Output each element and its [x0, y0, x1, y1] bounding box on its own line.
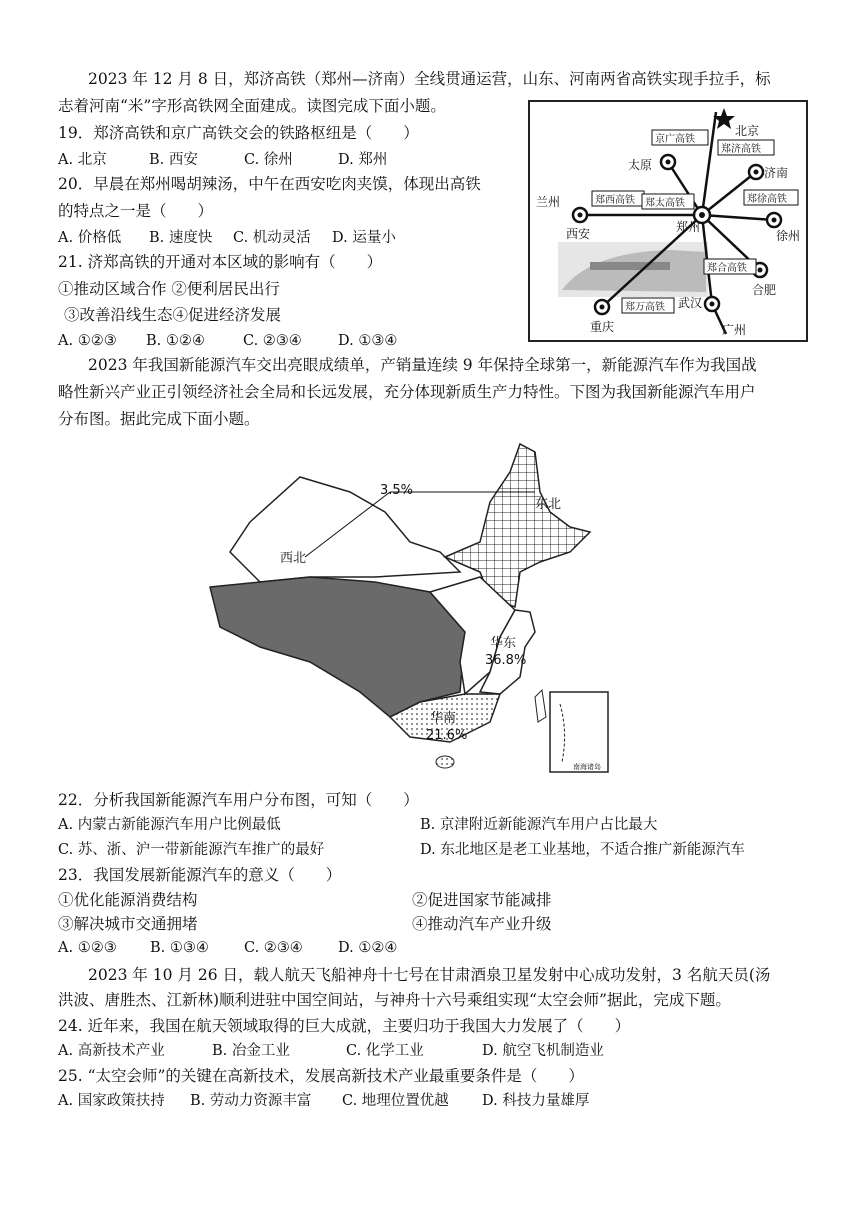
q19-option-a[interactable]: A. 北京	[58, 152, 107, 168]
q19-option-b[interactable]: B. 西安	[149, 152, 198, 168]
city-wuhan: 武汉	[678, 296, 703, 310]
q21-option-d[interactable]: D. ①③④	[338, 333, 398, 349]
q23-item-4: ④推动汽车产业升级	[412, 915, 552, 933]
rail-network-map	[528, 100, 808, 342]
south-label: 华南	[430, 711, 457, 726]
label-zhengxi: 郑西高铁	[595, 195, 635, 206]
q21-option-c[interactable]: C. ②③④	[243, 333, 302, 349]
q25-option-b[interactable]: B. 劳动力资源丰富	[190, 1093, 312, 1109]
city-zhengzhou: 郑州	[676, 220, 701, 234]
line-to-xuzhou	[702, 215, 774, 220]
q23-option-a[interactable]: A. ①②③	[58, 940, 117, 956]
city-xian: 西安	[566, 227, 591, 241]
q20-option-c[interactable]: C. 机动灵活	[233, 230, 311, 246]
line-to-beijing	[702, 112, 716, 215]
intro-2-line-2: 略性新兴产业正引领经济社会全局和长远发展，充分体现新质生产力特性。下图为我国新能源汽车用户	[58, 383, 756, 401]
intro-1-line-2: 志着河南“米”字形高铁网全面建成。读图完成下面小题。	[58, 97, 446, 115]
q23-stem: 23．我国发展新能源汽车的意义（ ）	[58, 866, 342, 884]
region-southwest	[210, 577, 465, 717]
q24-option-a[interactable]: A. 高新技术产业	[58, 1043, 165, 1059]
q22-option-b[interactable]: B. 京津附近新能源汽车用户占比最大	[420, 817, 658, 833]
q23-item-3: ③解决城市交通拥堵	[58, 915, 198, 933]
q23-option-c[interactable]: C. ②③④	[244, 940, 303, 956]
q20-option-b[interactable]: B. 速度快	[149, 230, 213, 246]
label-zhenghe: 郑合高铁	[707, 263, 747, 274]
northwest-label: 西北	[280, 551, 307, 566]
intro-4-line-1: 2023 年 10 月 26 日，载人航天飞船神舟十七号在甘肃酒泉卫星发射中心成功发射，3 名航天员(汤	[88, 966, 771, 984]
q22-option-c[interactable]: C. 苏、浙、沪一带新能源汽车推广的最好	[58, 842, 325, 858]
q19-stem: 19．郑济高铁和京广高铁交会的铁路枢纽是（ ）	[58, 124, 419, 142]
q19-option-c[interactable]: C. 徐州	[244, 152, 293, 168]
q23-item-1: ①优化能源消费结构	[58, 891, 198, 909]
q24-option-b[interactable]: B. 冶金工业	[212, 1043, 290, 1059]
city-xuzhou: 徐州	[776, 229, 801, 243]
q24-option-c[interactable]: C. 化学工业	[346, 1043, 424, 1059]
city-taiyuan: 太原	[628, 158, 653, 172]
q21-items-line-1: ①推动区域合作 ②便利居民出行	[58, 280, 280, 298]
q24-option-d[interactable]: D. 航空飞机制造业	[482, 1043, 604, 1059]
q23-option-b[interactable]: B. ①③④	[150, 940, 209, 956]
south-percent: 21.6%	[426, 728, 468, 743]
east-percent: 36.8%	[485, 653, 527, 668]
city-guangzhou: 广州	[722, 323, 747, 337]
city-jinan: 济南	[764, 166, 789, 180]
intro-4-line-2: 洪波、唐胜杰、江新林)顺利进驻中国空间站，与神舟十六号乘组实现“太空会师”据此，完成下题。	[58, 991, 731, 1009]
q23-option-d[interactable]: D. ①②④	[338, 940, 398, 956]
east-label: 华东	[490, 636, 517, 651]
q20-stem-line-2: 的特点之一是（ ）	[58, 202, 214, 220]
city-hefei: 合肥	[752, 283, 777, 297]
q25-option-a[interactable]: A. 国家政策扶持	[58, 1093, 165, 1109]
label-zhengwan: 郑万高铁	[625, 302, 665, 313]
q25-option-d[interactable]: D. 科技力量雄厚	[482, 1093, 590, 1109]
train-photo	[558, 242, 708, 297]
label-zhengji: 郑济高铁	[721, 144, 761, 155]
q20-option-a[interactable]: A. 价格低	[58, 230, 122, 246]
city-lanzhou: 兰州	[536, 195, 561, 209]
q23-item-2: ②促进国家节能减排	[412, 891, 552, 909]
q24-stem: 24. 近年来，我国在航天领域取得的巨大成就，主要归功于我国大力发展了（ ）	[58, 1017, 631, 1035]
q21-option-a[interactable]: A. ①②③	[58, 333, 117, 349]
q21-items-line-2: ③改善沿线生态④促进经济发展	[64, 306, 282, 324]
south-china-sea-inset	[550, 692, 608, 772]
northeast-label: 东北	[535, 497, 562, 512]
q25-option-c[interactable]: C. 地理位置优越	[342, 1093, 449, 1109]
inset-label: 南海诸岛	[573, 763, 601, 771]
q20-stem-line-1: 20．早晨在郑州喝胡辣汤，中午在西安吃肉夹馍，体现出高铁	[58, 175, 481, 193]
intro-2-line-1: 2023 年我国新能源汽车交出亮眼成绩单，产销量连续 9 年保持全球第一，新能源汽车作为我国战	[88, 356, 757, 374]
q22-option-a[interactable]: A. 内蒙古新能源汽车用户比例最低	[58, 817, 281, 833]
label-zhengtai: 郑太高铁	[645, 198, 685, 209]
city-beijing: 北京	[735, 124, 760, 138]
q25-stem: 25. “太空会师”的关键在高新技术，发展高新技术产业最重要条件是（ ）	[58, 1067, 584, 1085]
q19-option-d[interactable]: D. 郑州	[338, 152, 388, 168]
q20-option-d[interactable]: D. 运量小	[332, 230, 396, 246]
beijing-star-icon	[713, 108, 735, 129]
city-chongqing: 重庆	[590, 320, 615, 334]
region-northwest	[230, 477, 460, 582]
north-percent: 3.5%	[380, 483, 414, 498]
intro-1-line-1: 2023 年 12 月 8 日，郑济高铁（郑州—济南）全线贯通运营，山东、河南两省高铁实现手拉手，标	[88, 70, 771, 88]
q21-option-b[interactable]: B. ①②④	[146, 333, 205, 349]
label-zhengxu: 郑徐高铁	[747, 194, 787, 205]
intro-2-line-3: 分布图。据此完成下面小题。	[58, 410, 260, 428]
q22-option-d[interactable]: D. 东北地区是老工业基地，不适合推广新能源汽车	[420, 842, 745, 858]
label-jingguang: 京广高铁	[655, 134, 695, 145]
q22-stem: 22．分析我国新能源汽车用户分布图，可知（ ）	[58, 791, 419, 809]
q21-stem: 21. 济郑高铁的开通对本区域的影响有（ ）	[58, 253, 383, 271]
ev-user-distribution-map	[190, 432, 780, 782]
